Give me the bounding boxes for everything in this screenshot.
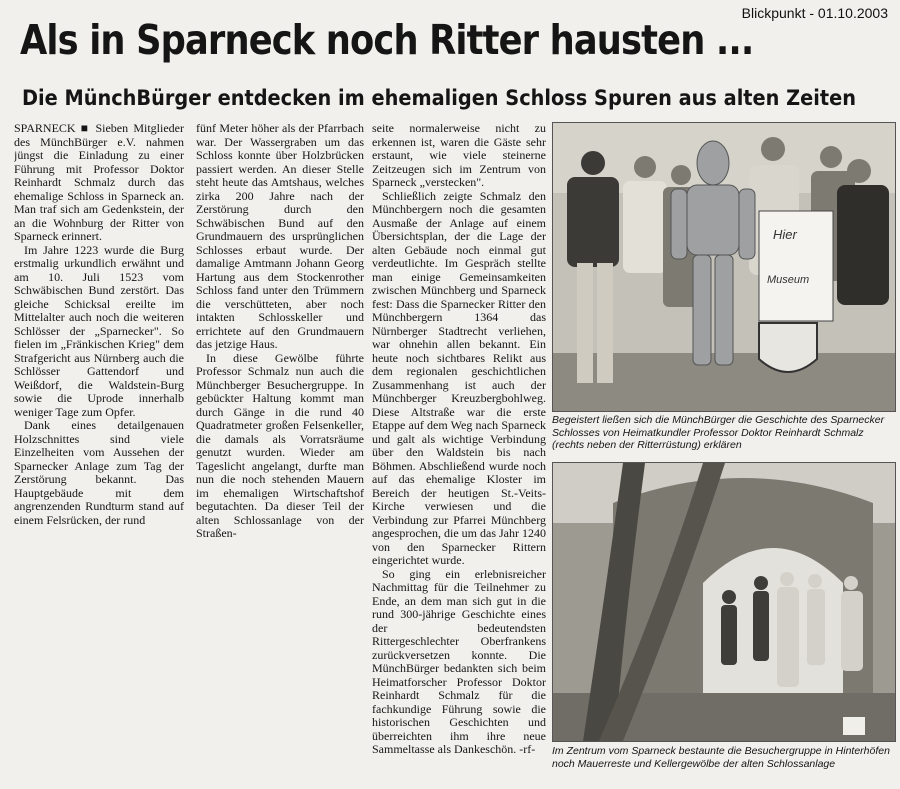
dateline: SPARNECK — [14, 122, 76, 135]
article-paragraph: seite normalerweise nicht zu erkennen ist, waren die Gäste sehr erstaunt, wie viele steinerne Zeitzeugen sich im Zentrum von Sparneck „verstecken". — [372, 122, 546, 189]
article-paragraph: Dank eines detailgenauen Holzschnittes sind viele Einzelheiten vom Aussehen der Sparnecker Anlage zum Tag der Zerstörung bekannt. Das Hauptgebäude mit dem angrenzenden Rundturm stand auf einem Felsrücken, der rund — [14, 418, 184, 527]
sign-text-line: Museum — [767, 274, 810, 286]
photo-caption: Im Zentrum vom Sparneck bestaunte die Besuchergruppe in Hinterhöfen noch Mauerreste und Kellergewölbe der alten Schlossanlage — [552, 745, 890, 770]
article-column-2 — [196, 122, 364, 544]
subheadline: Die MünchBürger entdecken im ehemaligen Schloss Spuren aus alten Zeiten — [22, 86, 856, 110]
group-photo-knight-armor — [552, 122, 896, 412]
article-column-1 — [14, 122, 184, 542]
sign-text-line: Hier — [773, 227, 797, 242]
article-paragraph: Schließlich zeigte Schmalz den Münchbergern noch die gesamten Ausmaße der Anlage auf einem Übersichtsplan, der die Lage der alten Gebäude noch einmal gut verdeutlichte. Im Gespräch stellte man einige Gemeinsamkeiten zwischen Münchberg und Sparneck fest: Dass die Sparnecker Ritter den Münchbergern 1364 das Nürnberger Stadtrecht verliehen, war ohnehin allen bekannt. Ein heute noch sichtbares Relikt aus dem regionalen geschichtlichen Zusammenhang ist auch der Münchberger Kreuzbergbohlweg. Diese Altstraße war die erste Etappe auf dem Weg nach Sparneck und galt als wichtige Verbindung über den Waldstein bis nach Böhmen. Abschließend wurde noch auf das ehemalige Kloster im Bereich der heutigen St.-Veits-Kirche verwiesen und die Verbindung zur Pfarrei Münchberg angesprochen, die um das Jahr 1240 von den Sparnecker Rittern eingerichtet wurde. — [372, 188, 546, 567]
photo-caption: Begeistert ließen sich die MünchBürger die Geschichte des Sparnecker Schlosses von Heimatkundler Professor Doktor Reinhardt Schmalz (rechts neben der Ritterrüstung) erklären — [552, 414, 885, 451]
source-label: Blickpunkt - 01.10.2003 — [741, 5, 888, 21]
courtyard-vault-photo — [552, 462, 896, 742]
article-column-3 — [372, 122, 546, 778]
article-paragraph: Im Jahre 1223 wurde die Burg erstmalig urkundlich erwähnt und am 10. Juli 1523 vom Schwäbischen Bund zerstört. Das gleiche Schicksal ereilte im Mittelalter auch noch die weiteren Schlösser der „Sparnecker". So fielen im „Fränkischen Krieg" dem Strafgericht aus Nürnberg auch die Schlösser Gattendorf und Weißdorf, die Waldstein-Burg sowie die Uprode innerhalb weniger Tage zum Opfer. — [14, 242, 184, 419]
coat-of-arms-icon — [759, 323, 817, 372]
article-paragraph: In diese Gewölbe führte Professor Schmalz nun auch die Münchberger Besuchergruppe. In gebückter Haltung kommt man durch Gänge in die rund 40 Quadratmeter großen Felsenkeller, die damals als Vorratsräume genutzt wurden. Wieder am Tageslicht angelangt, durfte man nun die noch stehenden Mauern im ehemaligen Wirtschaftshof begutachten. Da dieser Teil der alten Schlossanlage von der Straßen- — [196, 350, 364, 540]
article-paragraph: fünf Meter höher als der Pfarrbach war. Der Wassergraben um das Schloss konnte über Holzbrücken passiert werden. An dieser Stelle steht heute das Amtshaus, welches zirka 200 Jahre nach der Zerstörung durch den Schwäbischen Bund auf den Grundmauern des ursprünglichen Schlosses erbaut wurde. Der damalige Amtmann Johann Georg Hartung aus dem Stockenrother Schloss fand unter den Trümmern die verschütteten, aber noch intakten Schlosskeller und errichtete auf den Grundmauern das jetzige Haus. — [196, 122, 364, 351]
article-paragraph: SPARNECK ■ Sieben Mitglieder des MünchBürger e.V. nahmen jüngst die Einladung zu einer Führung mit Professor Doktor Reinhardt Schmalz durch das ehemalige Schloss in Sparneck an. Man traf sich am Gedenkstein, der an die Wohnburg der Ritter von Sparneck erinnert. — [14, 122, 184, 243]
headline: Als in Sparneck noch Ritter hausten ... — [20, 16, 754, 64]
article-paragraph: So ging ein erlebnisreicher Nachmittag für die Teilnehmer zu Ende, an dem man sich gut in die rund 300-jährige Geschichte eines der bedeutendsten Rittergeschlechter Oberfrankens zurückversetzen konnte. Die MünchBürger bedankten sich beim Heimatforscher Professor Doktor Reinhardt Schmalz für die fachkundige Führung sowie die historischen Geschichten und überreichten ihm ihre neue Sammeltasse als Dankeschön. -rf- — [372, 566, 546, 756]
